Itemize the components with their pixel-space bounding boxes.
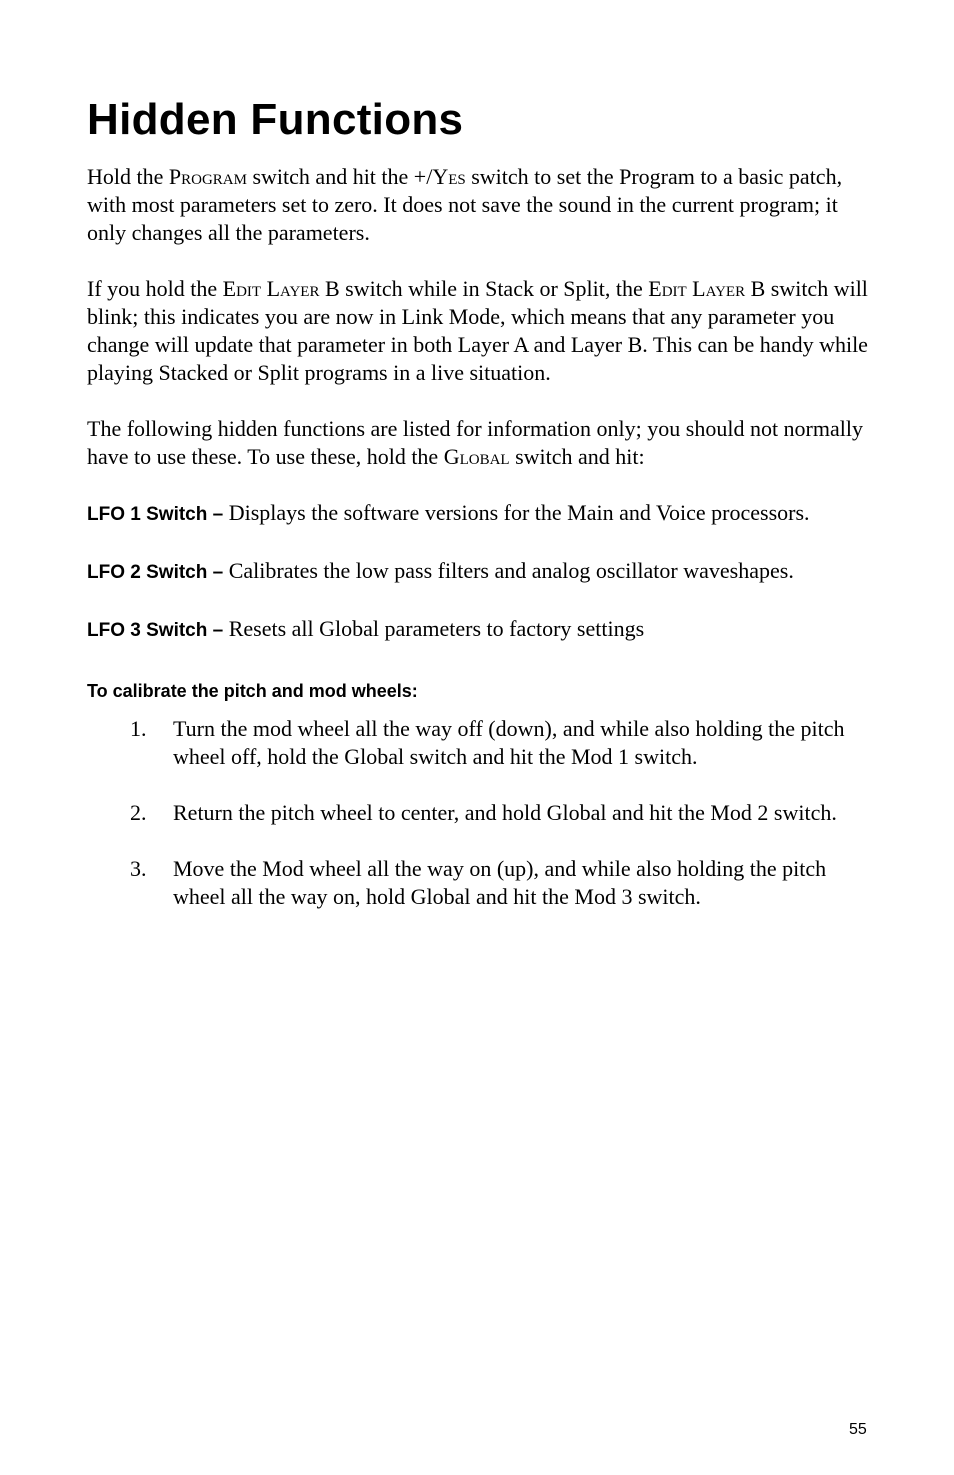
step-text: Move the Mod wheel all the way on (up), and while also holding the pitch wheel all the way on, hold Global and hit the Mod 3 switch. xyxy=(173,856,827,909)
page-title: Hidden Functions xyxy=(87,95,464,144)
function-lfo2 xyxy=(87,557,877,587)
global-switch-name: Global xyxy=(443,444,510,469)
edit-layer-switch-name: Edit Layer xyxy=(222,276,320,301)
function-label: LFO 2 Switch – xyxy=(87,562,224,583)
step-number: 2. xyxy=(130,800,147,825)
text-run: switch and hit the +/ xyxy=(246,164,433,189)
function-description: Resets all Global parameters to factory settings xyxy=(223,616,645,641)
yes-switch-name: Yes xyxy=(432,164,466,189)
text-run: Hold the xyxy=(87,164,169,189)
step-text: Turn the mod wheel all the way off (down), and while also holding the pitch wheel off, hold the Global switch and hit the Mod 1 switch. xyxy=(173,716,845,769)
text-run: B switch will blink; this indicates you are now in Link Mode, which means that any parameter you change will update that parameter in both Layer A and Layer B. This can be handy while playing Stacked or Split programs in a live situation. xyxy=(87,276,868,385)
edit-layer-switch-name: Edit Layer xyxy=(648,276,746,301)
paragraph-program-reset xyxy=(87,163,877,247)
text-run: B switch while in Stack or Split, the xyxy=(319,276,649,301)
function-description: Displays the software versions for the Main and Voice processors. xyxy=(223,500,810,525)
calibration-steps xyxy=(87,715,877,911)
function-label: LFO 1 Switch – xyxy=(87,504,224,525)
page-number: 55 xyxy=(849,1421,867,1438)
step-text: Return the pitch wheel to center, and hold Global and hit the Mod 2 switch. xyxy=(173,800,837,825)
list-item xyxy=(87,855,877,911)
paragraph-hidden-functions-intro xyxy=(87,415,877,471)
text-run: switch and hit: xyxy=(509,444,645,469)
text-run: switch to set the Program to a basic patch, with most parameters set to zero. It does not save the sound in the current program; it only changes all the parameters. xyxy=(87,164,843,245)
text-run: If you hold the xyxy=(87,276,223,301)
function-label: LFO 3 Switch – xyxy=(87,620,224,641)
paragraph-link-mode xyxy=(87,275,877,387)
function-lfo1 xyxy=(87,499,877,529)
document-page xyxy=(87,96,877,939)
function-lfo3 xyxy=(87,615,877,645)
text-run: The following hidden functions are listed for information only; you should not normally have to use these. To use these, hold the xyxy=(87,416,863,469)
step-number: 3. xyxy=(130,856,147,881)
program-switch-name: Program xyxy=(168,164,247,189)
calibrate-heading: To calibrate the pitch and mod wheels: xyxy=(87,681,418,701)
list-item xyxy=(87,799,877,827)
step-number: 1. xyxy=(130,716,147,741)
list-item xyxy=(87,715,877,771)
function-description: Calibrates the low pass filters and analog oscillator waveshapes. xyxy=(223,558,794,583)
